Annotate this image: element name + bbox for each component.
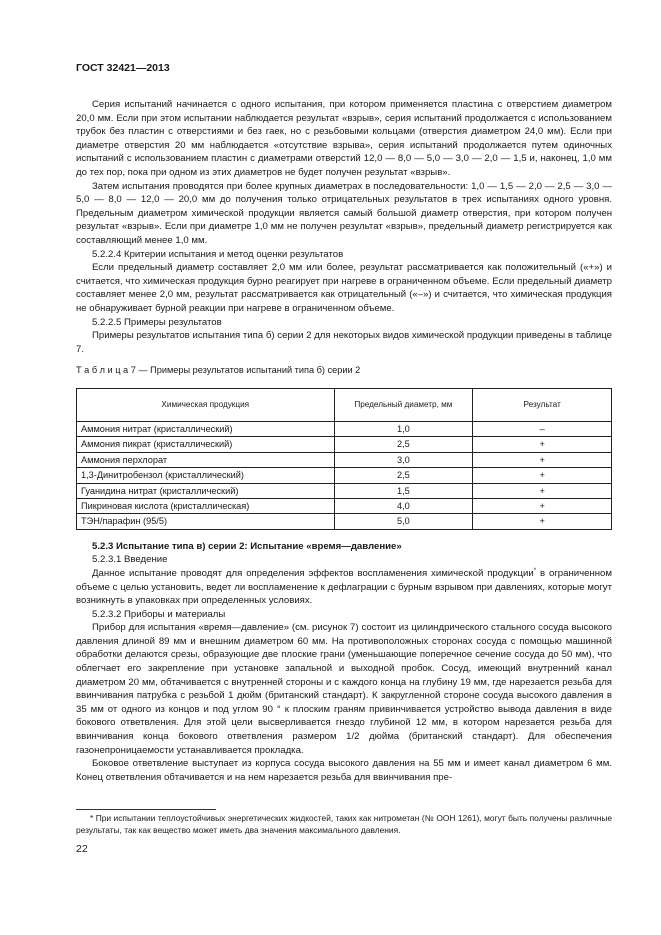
table-cell: +: [473, 498, 612, 513]
table-header-row: [77, 388, 612, 421]
paragraph: Боковое ответвление выступает из корпуса сосуда высокого давления на 55 мм и имеет канал диаметром 6 мм. Конец ответвления обтачивается и на нем нарезается резьба для ввинчивания пре-: [76, 758, 612, 783]
paragraph: Серия испытаний начинается с одного испытания, при котором применяется пластина с отверстием диаметром 20,0 мм. Если при этом испытании наблюдается результат «взрыв», серия испытаний продолжается с использованием трубок без пластин с отверстиями и без гаек, но с резьбовыми кольцами (отверстия диаметром 24,0 мм). Если при диаметре отверстия 20 мм наблюдается «отсутствие взрыва», серия испытаний продолжается путем одиночных испытаний с использованием пластин с диаметрами отверстий 12,0 — 8,0 — 5,0 — 3,0 — 2,0 — 1,5 и, наконец, 1,0 мм до тех пор, пока при одном из этих диаметров не будет получен результат «взрыв».: [76, 99, 612, 178]
table-cell: 1,0: [334, 421, 473, 436]
paragraph-text: Данное испытание проводят для определения эффектов воспламенения химической продукции: [92, 567, 534, 579]
footnote-divider: [76, 809, 216, 810]
paragraph: Затем испытания проводятся при более крупных диаметрах в последовательности: 1,0 — 1,5 — 2,0 — 2,5 — 3,0 — 5,0 — 8,0 — 12,0 — 20,0 мм до получения только отрицательных результатов в трех испытаниях одного уровня. Предельным диаметром химической продукции является самый большой диаметр отверстия, при котором получен результат «взрыв». Если при диаметре 1,0 мм не получен результат «взрыв», предельный диаметр регистрируется как составляющий менее 1,0 мм.: [76, 180, 612, 246]
table-cell: 4,0: [334, 498, 473, 513]
table-cell: +: [473, 514, 612, 529]
table-caption: Т а б л и ц а 7 — Примеры результатов испытаний типа б) серии 2: [76, 365, 361, 376]
table-cell: 5,0: [334, 514, 473, 529]
table-cell: Аммония пикрат (кристаллический): [77, 437, 335, 452]
footnote: * При испытании теплоустойчивых энергетических жидкостей, таких как нитрометан (№ ООН 1261), могут быть получены различные результаты, так как вещество может иметь два значения максимального давления.: [76, 813, 612, 835]
column-header: Результат: [473, 388, 612, 421]
table-cell: +: [473, 483, 612, 498]
column-header: Предельный диаметр, мм: [334, 388, 473, 421]
results-table: [76, 388, 612, 530]
table-cell: 1,5: [334, 483, 473, 498]
table-cell: +: [473, 468, 612, 483]
section-heading-5-2-3: 5.2.3 Испытание типа в) серии 2: Испытание «время—давление»: [92, 540, 402, 552]
column-header: Химическая продукция: [77, 388, 335, 421]
table-cell: 2,5: [334, 437, 473, 452]
table-cell: ТЭН/парафин (95/5): [77, 514, 335, 529]
table-cell: Аммония перхлорат: [77, 452, 335, 467]
table-row: [77, 452, 612, 467]
main-content: [76, 98, 612, 784]
footnote-marker: *: [533, 567, 537, 574]
paragraph: Если предельный диаметр составляет 2,0 мм или более, результат рассматривается как положительный («+») и считается, что химическая продукция бурно реагирует при нагреве в ограниченном объеме. Если предельный диаметр составляет менее 2,0 мм, результат рассматривается как отрицательный («–») и считается, что химическая продукция не обнаруживает бурной реакции при нагреве в ограниченном объеме.: [76, 262, 612, 314]
section-heading-5-2-3-1: 5.2.3.1 Введение: [92, 554, 168, 566]
paragraph: [76, 567, 612, 608]
paragraph-text: в ограниченном объеме с целью установить, ведет ли воспламенение к дефлаграции с бурным взрывом при давлениях, которые могут возникнуть в упаковках при определенных условиях.: [76, 567, 612, 607]
table-cell: Пикриновая кислота (кристаллическая): [77, 498, 335, 513]
table-row: [77, 468, 612, 483]
table-cell: +: [473, 437, 612, 452]
paragraph: Прибор для испытания «время—давление» (см. рисунок 7) состоит из цилиндрического стального сосуда высокого давления длиной 89 мм и внешним диаметром 60 мм. На противоположных сторонах сосуда с помощью машинной обработки делаются срезы, образующие две плоские грани (уменьшающие поперечное сечение сосуда до 50 мм), что облегчает его закрепление при установке запальной и выходной пробок. Сосуд, имеющий внутренний канал диаметром 20 мм, обтачивается с внутренней стороны и с каждого конца на глубину 19 мм, где нарезается резьба для ввинчивания патрубка с резьбой 1 дюйм (британский стандарт). К закругленной стороне сосуда высокого давления в 35 мм от одного из концов и под углом 90 ° к плоским граням привинчивается устройство вывода давления в виде бокового ответвления. Для этой цели высверливается гнездо глубиной 12 мм, в котором нарезается резьба для ввинчивания конца бокового ответвления размером 1/2 дюйма (британский стандарт). Для обеспечения газонепроницаемости устанавливается прокладка.: [76, 622, 612, 756]
paragraph: Примеры результатов испытания типа б) серии 2 для некоторых видов химической продукции приведены в таблице 7.: [76, 330, 612, 355]
table-row: [77, 421, 612, 436]
section-heading-5-2-2-4: 5.2.2.4 Критерии испытания и метод оценки результатов: [92, 248, 344, 260]
table-cell: –: [473, 421, 612, 436]
table-row: [77, 483, 612, 498]
table-row: [77, 498, 612, 513]
page-number: 22: [76, 843, 88, 855]
table-row: [77, 514, 612, 529]
table-row: [77, 437, 612, 452]
table-cell: +: [473, 452, 612, 467]
section-heading-5-2-2-5: 5.2.2.5 Примеры результатов: [92, 316, 222, 328]
table-cell: Гуанидина нитрат (кристаллический): [77, 483, 335, 498]
table-cell: 3,0: [334, 452, 473, 467]
table-cell: 1,3-Динитробензол (кристаллический): [77, 468, 335, 483]
table-cell: 2,5: [334, 468, 473, 483]
section-heading-5-2-3-2: 5.2.3.2 Приборы и материалы: [92, 608, 226, 620]
table-cell: Аммония нитрат (кристаллический): [77, 421, 335, 436]
document-header: ГОСТ 32421—2013: [76, 62, 170, 74]
